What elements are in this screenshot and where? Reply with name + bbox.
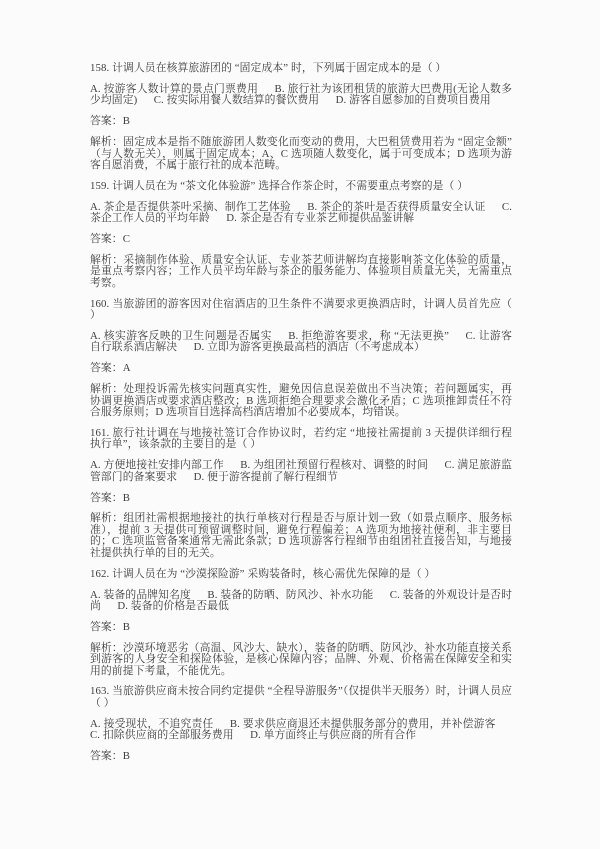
analysis-label: 解析： bbox=[90, 136, 124, 149]
analysis-line bbox=[90, 384, 512, 418]
option-C: C. 满足旅游监管部门的备案要求 bbox=[90, 459, 512, 483]
question-stem bbox=[90, 181, 512, 192]
question-number: 162. bbox=[90, 567, 110, 580]
analysis-line bbox=[90, 137, 512, 171]
answer-label: 答案： bbox=[90, 750, 123, 763]
question-number: 159. bbox=[90, 179, 110, 192]
question-number: 161. bbox=[90, 426, 110, 439]
questions-list bbox=[90, 63, 512, 772]
answer-label: 答案： bbox=[90, 491, 123, 504]
option-A: A. 按游客人数计算的景点门票费用 bbox=[90, 82, 259, 95]
analysis-label: 解析： bbox=[90, 512, 124, 525]
option-A: A. 核实游客反映的卫生问题是否属实 bbox=[90, 330, 272, 342]
analysis-text: 沙漠环境恶劣（高温、风沙大、缺水），装备的防晒、防风沙、补水功能直接关系到游客的人身安全和探险体验，是核心保障内容；品牌、外观、价格需在保障安全和实用的前提下考量，不能优先。 bbox=[90, 641, 512, 677]
option-C: C. 茶企工作人员的平均年龄 bbox=[90, 200, 512, 225]
option-D: D. 便于游客提前了解行程细节 bbox=[193, 470, 338, 483]
question-number: 163. bbox=[90, 685, 110, 698]
option-A: A. 装备的品牌知名度 bbox=[90, 588, 191, 601]
option-C: C. 装备的外观设计是否时尚 bbox=[90, 588, 512, 612]
question-stem-text: 当旅游团的游客因对住宿酒店的卫生条件不满要求更换酒店时，计调人员首先应（ ） bbox=[90, 297, 512, 322]
answer-line bbox=[90, 622, 512, 633]
question-number: 158. bbox=[90, 62, 110, 74]
question-options bbox=[90, 331, 512, 354]
question-number: 160. bbox=[90, 297, 110, 310]
question-stem bbox=[90, 686, 512, 709]
question-block bbox=[90, 181, 512, 289]
option-A: A. 方便地接社安排内部工作 bbox=[90, 459, 224, 472]
answer-label: 答案： bbox=[90, 362, 123, 375]
option-C: C. 扣除供应商的全部服务费用 bbox=[90, 729, 234, 742]
analysis-line bbox=[90, 255, 512, 289]
analysis-label: 解析： bbox=[90, 641, 123, 654]
answer-value: B bbox=[122, 115, 131, 128]
option-D: D. 单方面终止与供应商的所有合作 bbox=[250, 729, 417, 742]
question-stem bbox=[90, 428, 512, 451]
answer-label: 答案： bbox=[90, 620, 123, 633]
question-block bbox=[90, 686, 512, 762]
option-B: B. 拒绝游客要求，称 “无法更换” bbox=[288, 330, 450, 342]
option-D: D. 立即为游客更换最高档的酒店（不考虑成本） bbox=[193, 341, 426, 354]
analysis-line bbox=[90, 513, 512, 559]
analysis-label: 解析： bbox=[90, 253, 124, 266]
answer-value: C bbox=[122, 233, 131, 246]
option-B: B. 装备的防晒、防风沙、补水功能 bbox=[207, 588, 374, 601]
question-options bbox=[90, 590, 512, 613]
question-stem-text: 旅行社计调在与地接社签订合作协议时，若约定 “地接社需提前 3 天提供详细行程执行单”，该条款的主要目的是（ ） bbox=[90, 426, 512, 451]
answer-label: 答案： bbox=[90, 233, 123, 246]
option-D: D. 茶企是否有专业茶艺师提供品鉴讲解 bbox=[226, 212, 415, 225]
question-options bbox=[90, 719, 512, 742]
question-stem-text: 当旅游供应商未按合同约定提供 “全程导游服务”（仅提供半天服务）时，计调人员应（ ） bbox=[90, 685, 512, 709]
question-block bbox=[90, 299, 512, 419]
question-options bbox=[90, 84, 512, 107]
question-stem bbox=[90, 299, 512, 322]
analysis-line bbox=[90, 643, 512, 677]
option-B: B. 要求供应商退还未提供服务部分的费用，并补偿游客 bbox=[229, 717, 496, 730]
analysis-text: 组团社需根据地接社的执行单核对行程是否与原计划一致（如景点顺序、服务标准），提前 3 天提供可预留调整时间，避免行程偏差；A 选项为地接社便利，非主要目的；C 选项监管备案通常无需此条款；D 选项游客行程细节由组团社直接告知，与地接社提供执行单的目的无关。 bbox=[90, 512, 512, 559]
answer-value: B bbox=[122, 620, 131, 633]
option-A: A. 茶企是否提供茶叶采摘、制作工艺体验 bbox=[90, 200, 291, 213]
option-D: D. 游客自愿参加的自费项目费用 bbox=[335, 94, 491, 107]
question-stem-text: 计调人员在核算旅游团的 “固定成本” 时，下列属于固定成本的是（ ） bbox=[112, 62, 447, 74]
answer-line bbox=[90, 234, 512, 245]
question-block bbox=[90, 569, 512, 677]
analysis-text: 采摘制作体验、质量安全认证、专业茶艺师讲解均直接影响茶文化体验的质量，是重点考察内容；工作人员平均年龄与茶企的服务能力、体验项目质量无关，无需重点考察。 bbox=[90, 253, 512, 289]
answer-line bbox=[90, 493, 512, 504]
question-options bbox=[90, 460, 512, 483]
question-block bbox=[90, 428, 512, 559]
answer-line bbox=[90, 363, 512, 374]
answer-value: B bbox=[122, 750, 131, 763]
answer-value: B bbox=[122, 491, 131, 504]
question-options bbox=[90, 202, 512, 225]
answer-line bbox=[90, 751, 512, 762]
option-B: B. 茶企的茶叶是否获得质量安全认证 bbox=[307, 200, 486, 213]
option-C: C. 让游客自行联系酒店解决 bbox=[90, 330, 513, 354]
question-stem bbox=[90, 569, 512, 580]
answer-value: A bbox=[122, 362, 131, 375]
analysis-text: 处理投诉需先核实问题真实性，避免因信息误差做出不当决策；若问题属实，再协调更换酒店或要求酒店整改；B 选项拒绝合理要求会激化矛盾；C 选项推卸责任不符合服务原则；D 选项盲目选择高档酒店增加不必要成本，均错误。 bbox=[90, 383, 512, 419]
analysis-text: 固定成本是指不随旅游团人数变化而变动的费用，大巴租赁费用若为 “固定金额”（与人数无关），则属于固定成本；A、C 选项随人数变化，属于可变成本；D 选项为游客自愿消费，不属于旅行社的成本范畴。 bbox=[90, 136, 512, 171]
answer-line bbox=[90, 116, 512, 127]
option-B: B. 为组团社预留行程核对、调整的时间 bbox=[240, 459, 429, 472]
question-stem-text: 计调人员在为 “茶文化体验游” 选择合作茶企时，不需要重点考察的是（ ） bbox=[112, 179, 469, 192]
question-block bbox=[90, 63, 512, 171]
option-D: D. 装备的价格是否最低 bbox=[117, 599, 229, 612]
analysis-label: 解析： bbox=[90, 383, 124, 396]
question-stem-text: 计调人员在为 “沙漠探险游” 采购装备时，核心需优先保障的是（ ） bbox=[112, 567, 436, 580]
option-C: C. 按实际用餐人数结算的餐饮费用 bbox=[153, 94, 320, 107]
question-stem bbox=[90, 63, 512, 74]
answer-label: 答案： bbox=[90, 115, 123, 128]
option-B: B. 旅行社为该团租赁的旅游大巴费用(无论人数多少均固定) bbox=[90, 82, 512, 107]
option-A: A. 接受现状，不追究责任 bbox=[90, 717, 214, 730]
